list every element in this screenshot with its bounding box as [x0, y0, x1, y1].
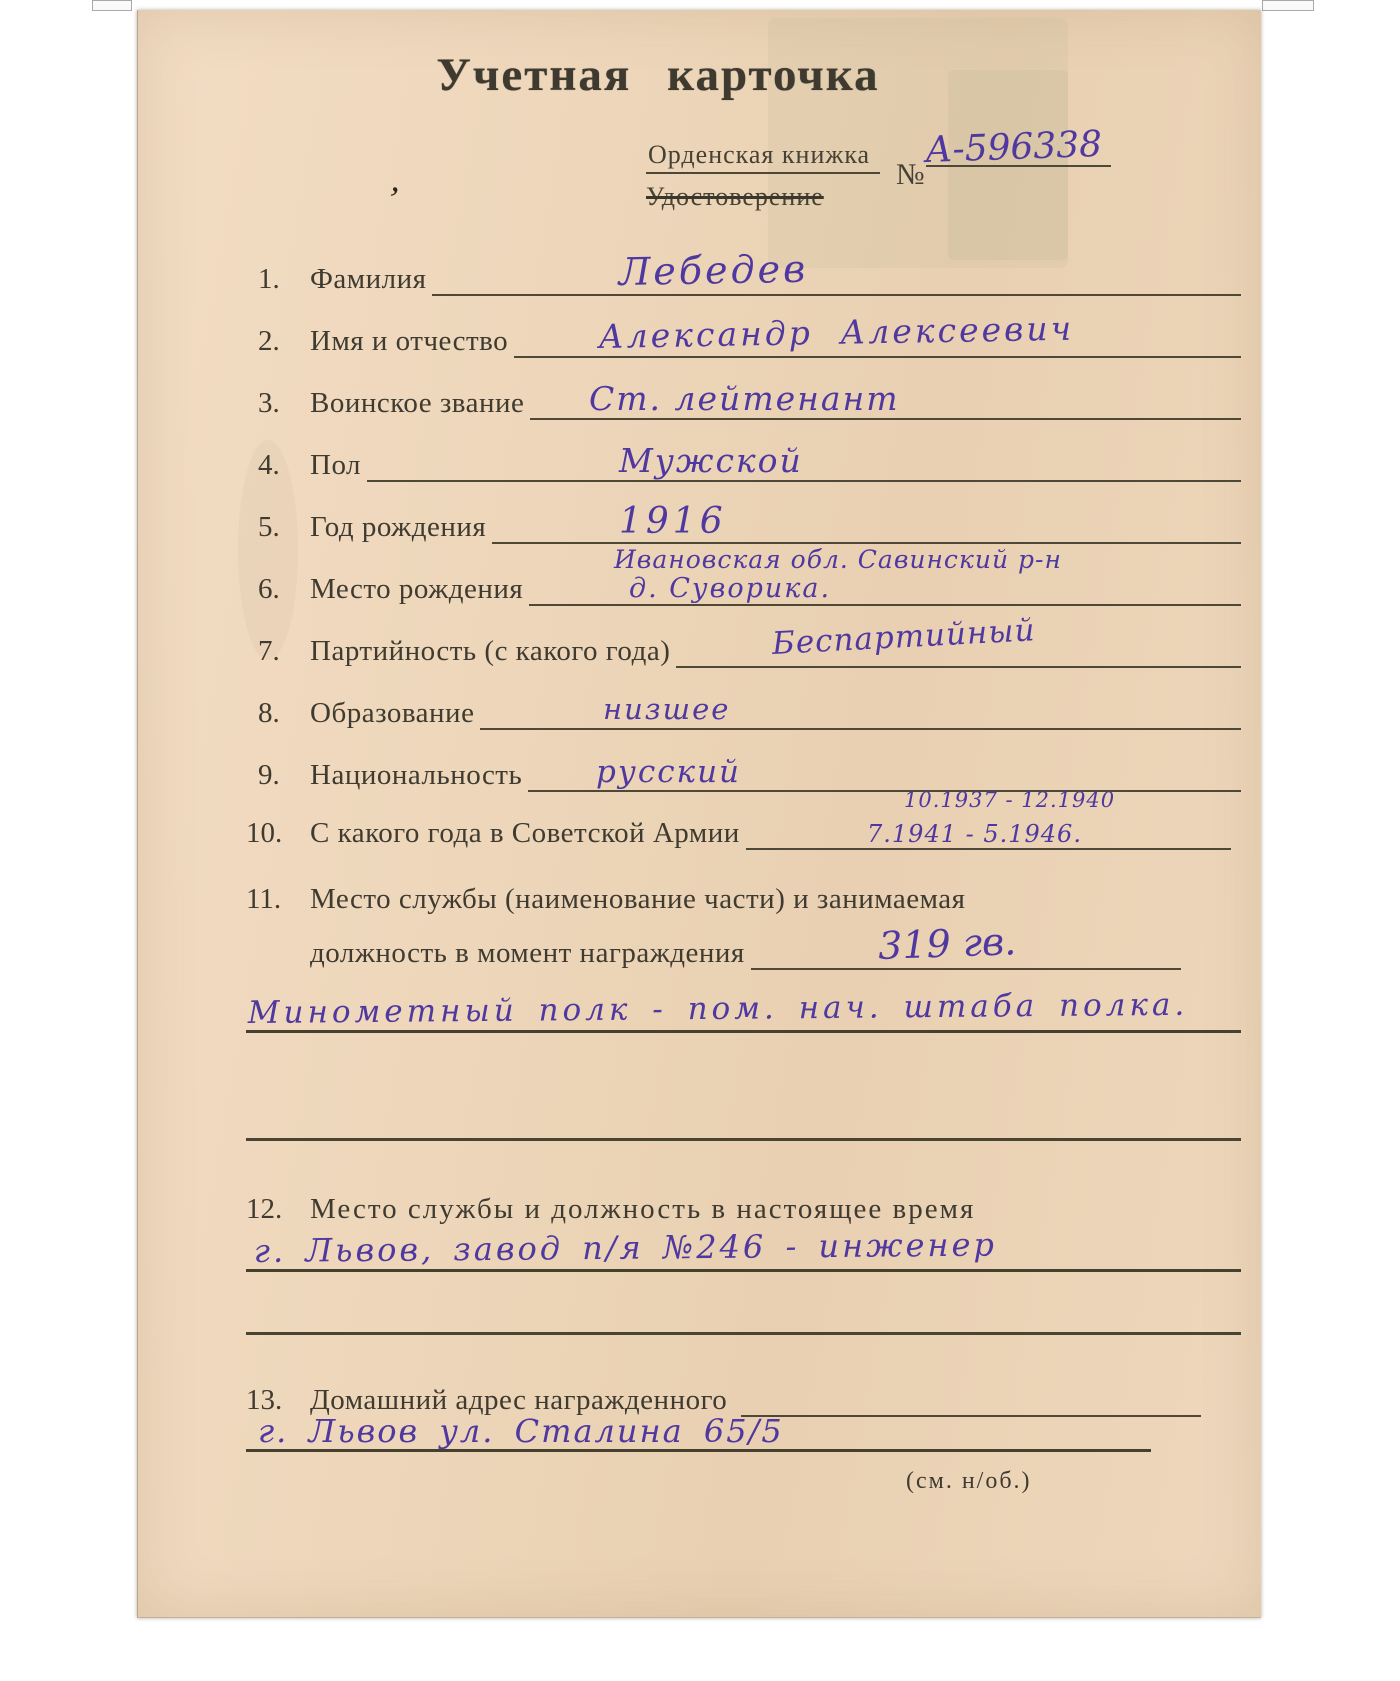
- registration-card: [137, 10, 1261, 1618]
- field-row-education: [246, 684, 1241, 730]
- field-value-handwritten: 319 гв.: [877, 919, 1017, 968]
- field-value-handwritten: Беспартийный: [771, 612, 1037, 662]
- field-value-handwritten: низшее: [603, 692, 731, 726]
- field-row-party-membership: [246, 612, 1241, 668]
- field-value-handwritten: г. Львов, завод п/я №246 - инженер: [253, 1225, 998, 1270]
- field-label: Пол: [310, 449, 362, 481]
- field-value-above-line: 10.1937 - 12.1940: [904, 788, 1116, 812]
- field-value-handwritten: Минометный полк - пом. нач. штаба полка.: [247, 986, 1189, 1031]
- field-label: С какого года в Советской Армии: [310, 817, 740, 849]
- field-underline: [480, 682, 1241, 730]
- field-label: Место службы и должность в настоящее время: [310, 1193, 976, 1225]
- field-value-handwritten: Ст. лейтенант: [589, 379, 900, 418]
- field-value-handwritten: русский: [596, 754, 741, 790]
- field-row-sex: [246, 436, 1241, 482]
- field-value-handwritten: 7.1941 - 5.1946.: [867, 820, 1082, 848]
- field-value-above-line: Ивановская обл. Савинский р-н: [614, 545, 1062, 574]
- field-number: 13.: [246, 1384, 283, 1416]
- field-number: 11.: [246, 883, 282, 915]
- field-value-handwritten: г. Львов ул. Сталина 65/5: [258, 1412, 784, 1450]
- field-number: 9.: [258, 759, 280, 791]
- field-label: Партийность (с какого года): [310, 635, 671, 667]
- field-label: Место службы (наименование части) и занимаемая: [310, 883, 966, 915]
- field-row-military-rank: [246, 374, 1241, 420]
- field-row-current-service-value: [246, 1226, 1241, 1272]
- field-label: Фамилия: [310, 263, 427, 295]
- field-row-service-place-label2: [246, 919, 1241, 970]
- field-row-home-address-value: [246, 1408, 1241, 1452]
- number-sign: №: [896, 158, 925, 191]
- field-row-birth-place: [246, 545, 1241, 606]
- certificate-label-struck: Удостоверение: [646, 182, 824, 211]
- field-underline: [492, 496, 1241, 544]
- field-number: 1.: [258, 263, 280, 295]
- field-number: 5.: [258, 511, 280, 543]
- field-value-handwritten: Лебедев: [618, 246, 809, 294]
- field-label: Год рождения: [310, 511, 487, 543]
- field-number: 7.: [258, 635, 280, 667]
- ink-blot: ’: [382, 178, 404, 220]
- field-number: 4.: [258, 449, 280, 481]
- field-label: Национальность: [310, 759, 523, 791]
- field-label: Образование: [310, 697, 475, 729]
- page-title: Учетная карточка: [436, 49, 880, 101]
- field-row-surname: [246, 246, 1241, 296]
- see-reverse-note: (см. н/об.): [906, 1468, 1032, 1494]
- field-label: Воинское звание: [310, 387, 525, 419]
- order-book-label: Орденская книжка: [646, 140, 880, 174]
- field-row-birth-year: [246, 498, 1241, 544]
- scan-artifact-right: [1262, 0, 1314, 11]
- field-value-handwritten: Александр Алексеевич: [598, 308, 1075, 356]
- field-underline: [432, 248, 1241, 296]
- field-value-handwritten: 1916: [619, 501, 727, 542]
- field-underline: [367, 434, 1241, 482]
- field-number: 12.: [246, 1193, 283, 1225]
- field-number: 2.: [258, 325, 280, 357]
- field-row-army-service-years: [246, 788, 1241, 850]
- field-label-continued: должность в момент награждения: [310, 937, 745, 969]
- field-label: Место рождения: [310, 573, 524, 605]
- field-number: 10.: [246, 817, 283, 849]
- scan-artifact-left: [92, 0, 132, 11]
- field-number: 3.: [258, 387, 280, 419]
- field-label: Домашний адрес награжденного: [310, 1384, 728, 1416]
- field-number: 8.: [258, 697, 280, 729]
- field-row-name-patronymic: [246, 308, 1241, 358]
- field-row-service-place-value: [246, 987, 1241, 1033]
- field-row-current-service-label: [246, 1180, 1241, 1226]
- field-value-handwritten: Мужской: [619, 441, 803, 480]
- order-book-number-line: [924, 123, 1111, 171]
- blank-ruled-line: [246, 1332, 1241, 1335]
- field-row-nationality: [246, 746, 1241, 792]
- field-value-handwritten: д. Суворика.: [629, 573, 832, 604]
- field-row-service-place-label: [246, 870, 1241, 916]
- field-number: 6.: [258, 573, 280, 605]
- order-book-number-handwritten: А-596338: [924, 123, 1103, 171]
- blank-ruled-line: [246, 1138, 1241, 1141]
- field-label: Имя и отчество: [310, 325, 509, 357]
